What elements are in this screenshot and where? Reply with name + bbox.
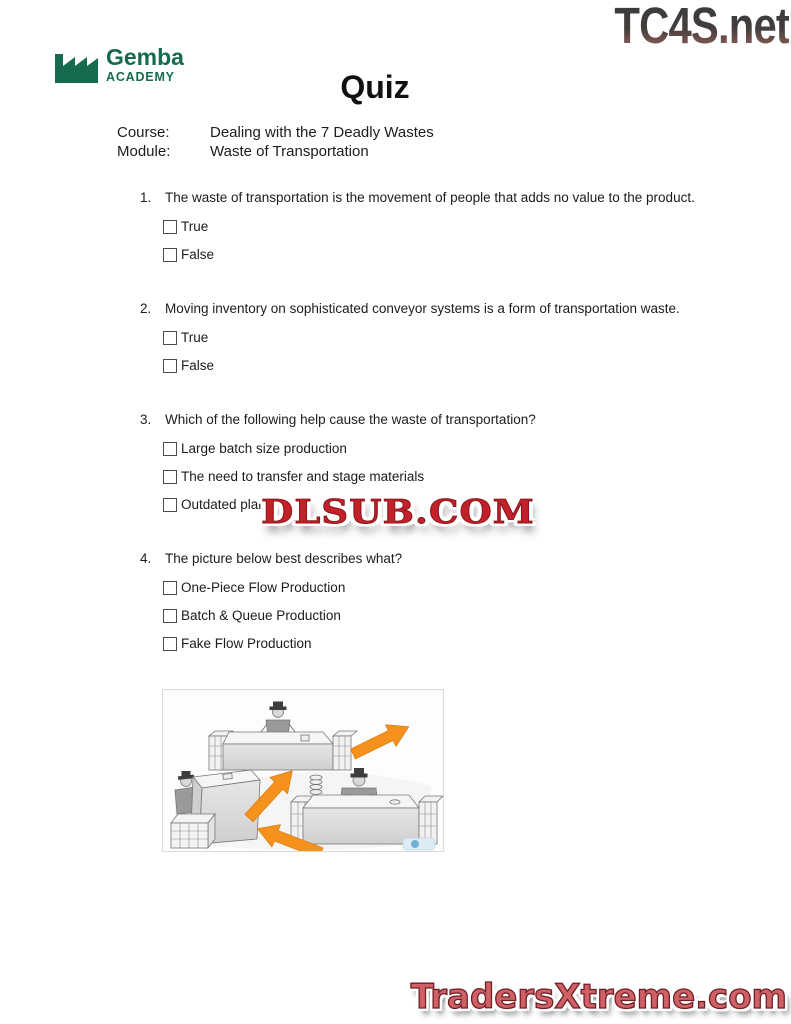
tradersxtreme-watermark: TradersXtreme.com [410,977,787,1017]
option-label: True [181,330,209,345]
part-on-table [301,735,309,741]
option-label: Fake Flow Production [181,636,312,651]
table-front [303,808,419,844]
checkbox-option-3[interactable] [163,498,177,512]
checkbox-option-3[interactable] [163,637,177,651]
checkbox-option-1[interactable] [163,581,177,595]
question-number: 1. [140,190,152,205]
part-on-table [390,800,400,804]
dlsub-watermark: DLSUB.COM [261,491,535,531]
table-front [223,744,333,770]
checkbox-option-1[interactable] [163,442,177,456]
course-value: Dealing with the 7 Deadly Wastes [210,124,434,141]
course-row [117,124,434,143]
checkbox-true[interactable] [163,331,177,345]
question-number: 2. [140,301,152,316]
option-label: True [181,219,209,234]
option-true [163,219,750,234]
option-label: The need to transfer and stage materials [181,469,425,484]
gemba-academy-logo [52,46,184,89]
module-value: Waste of Transportation [210,142,369,160]
option-false [163,247,750,262]
course-label: Course: [117,124,170,141]
question-2 [140,301,750,373]
logo-name: Gemba [106,44,184,70]
question-number: 4. [140,551,152,566]
question-4 [140,551,750,651]
question-text: The picture below best describes what? [165,551,403,566]
question-number: 3. [140,412,152,427]
factory-icon [52,46,100,89]
question-text: Which of the following help cause the waste of transportation? [165,412,536,427]
option-label: One-Piece Flow Production [181,580,346,595]
option-label: Batch & Queue Production [181,608,341,623]
table-top [223,732,333,744]
table-top [303,795,419,808]
crate-bottom-left [171,814,215,848]
checkbox-option-2[interactable] [163,470,177,484]
option-true [163,330,750,345]
question-1 [140,190,750,262]
illustration-svg [163,690,443,851]
question-text: Moving inventory on sophisticated conveyor systems is a form of transportation waste. [165,301,680,316]
question-text: The waste of transportation is the movement of people that adds no value to the product. [165,190,695,205]
crate-stack-right-right [419,796,443,844]
image-corner-logo [403,838,435,850]
batch-queue-illustration [162,689,444,852]
option-label: False [181,247,215,262]
module-row [117,143,434,162]
flow-arrow-outbound [348,716,414,765]
module-label: Module: [117,142,171,160]
workstation-top [209,702,357,771]
disk-stack [310,775,322,794]
option-1 [163,441,750,456]
checkbox-option-2[interactable] [163,609,177,623]
tc4s-watermark: TC4S.net [614,0,789,54]
option-2 [163,469,750,484]
quiz-meta [117,124,434,161]
option-3 [163,636,750,651]
logo-subname: ACADEMY [106,70,175,84]
option-label: False [181,358,215,373]
page-title: Quiz [340,69,410,106]
option-2 [163,608,750,623]
workstation-left [171,770,260,848]
worker-top [261,702,295,737]
option-1 [163,580,750,595]
part-on-table [223,773,232,779]
checkbox-false[interactable] [163,359,177,373]
option-label: Large batch size production [181,441,347,456]
option-label: Outdated plan [181,497,266,512]
option-false [163,358,750,373]
checkbox-true[interactable] [163,220,177,234]
checkbox-false[interactable] [163,248,177,262]
